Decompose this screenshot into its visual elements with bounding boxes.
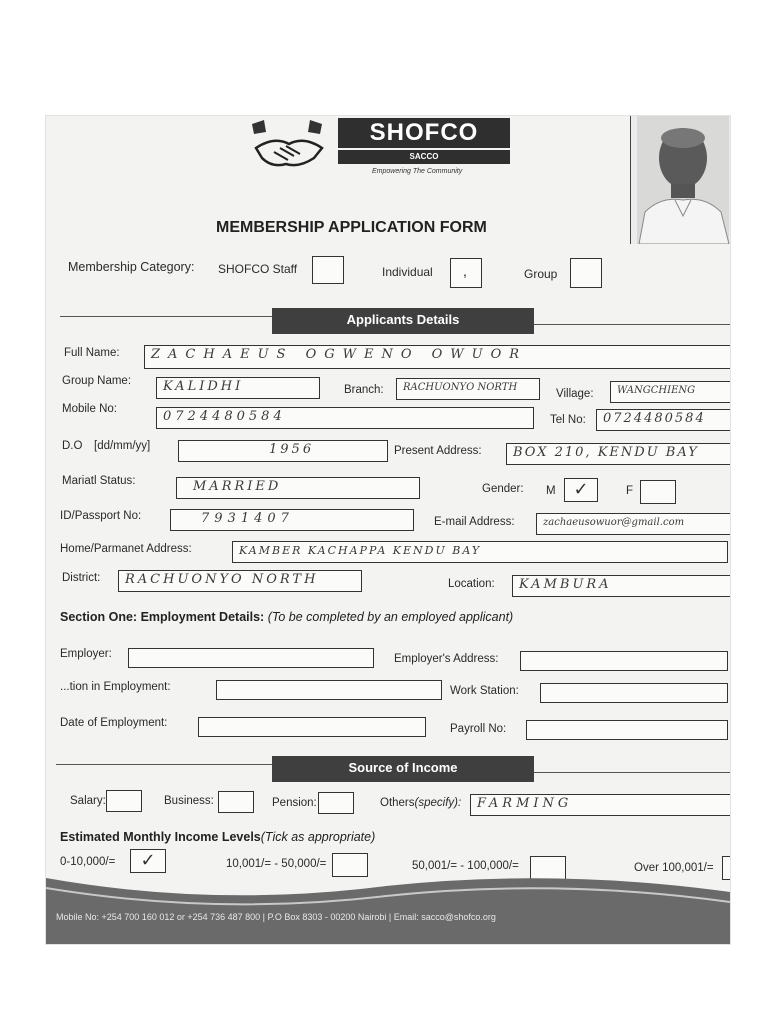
salary-label: Salary: bbox=[70, 795, 106, 807]
section-one-heading bbox=[60, 610, 513, 624]
income-banner: Source of Income bbox=[272, 756, 534, 782]
category-group-label: Group bbox=[524, 267, 558, 281]
employer-label: Employer: bbox=[60, 648, 112, 660]
category-individual-checkbox[interactable] bbox=[450, 258, 482, 288]
logo-tagline: Empowering The Community bbox=[372, 168, 463, 175]
employer-address-field[interactable] bbox=[520, 651, 728, 671]
level-2-label: 10,001/= - 50,000/= bbox=[226, 858, 327, 870]
location-field[interactable]: KAMBURA bbox=[512, 575, 730, 597]
level-1-tick: ✓ bbox=[140, 850, 156, 871]
logo-wordmark bbox=[338, 118, 510, 148]
income-rule-right bbox=[534, 772, 730, 773]
payroll-field[interactable] bbox=[526, 720, 728, 740]
level-3-label: 50,001/= - 100,000/= bbox=[412, 860, 519, 872]
pension-label: Pension: bbox=[272, 797, 317, 809]
tel-label: Tel No: bbox=[550, 414, 586, 426]
home-address-label: Home/Parmanet Address: bbox=[60, 543, 192, 555]
marital-status-label: Mariatl Status: bbox=[62, 475, 136, 487]
gender-m-checkbox[interactable] bbox=[564, 478, 598, 502]
present-address-label: Present Address: bbox=[394, 445, 482, 457]
handshake-icon bbox=[244, 118, 334, 174]
home-address-field[interactable]: KAMBER KACHAPPA KENDU BAY bbox=[232, 541, 728, 563]
business-checkbox[interactable] bbox=[218, 791, 254, 813]
logo-sub: SACCO bbox=[409, 152, 439, 161]
dob-format-label: [dd/mm/yy] bbox=[94, 440, 151, 452]
mobile-label: Mobile No: bbox=[62, 403, 117, 415]
income-levels-title: Estimated Monthly Income Levels bbox=[60, 830, 261, 844]
employment-date-label: Date of Employment: bbox=[60, 717, 168, 729]
gender-m-tick: ✓ bbox=[573, 479, 589, 500]
pension-checkbox[interactable] bbox=[318, 792, 354, 814]
applicants-banner: Applicants Details bbox=[272, 308, 534, 334]
branch-field[interactable]: RACHUONYO NORTH bbox=[396, 378, 540, 400]
branch-label: Branch: bbox=[344, 384, 384, 396]
payroll-label: Payroll No: bbox=[450, 723, 507, 735]
gender-f-checkbox[interactable] bbox=[640, 480, 676, 504]
gender-f-label: F bbox=[626, 485, 634, 497]
group-name-label: Group Name: bbox=[62, 375, 132, 387]
application-form bbox=[46, 116, 730, 944]
tel-field[interactable]: 0724480584 bbox=[596, 409, 730, 431]
id-passport-label: ID/Passport No: bbox=[60, 510, 142, 522]
others-text: Others bbox=[380, 797, 415, 809]
marital-status-field[interactable]: MARRIED bbox=[176, 477, 420, 499]
level-1-label: 0-10,000/= bbox=[60, 856, 116, 868]
income-levels-heading bbox=[60, 830, 375, 844]
category-staff-label: SHOFCO Staff bbox=[218, 262, 298, 276]
category-staff-checkbox[interactable] bbox=[312, 256, 344, 284]
employer-address-label: Employer's Address: bbox=[394, 653, 499, 665]
full-name-field[interactable]: ZACHAEUS OGWENO OWUOR bbox=[144, 345, 730, 369]
group-name-field[interactable]: KALIDHI bbox=[156, 377, 320, 399]
others-label bbox=[380, 797, 461, 809]
position-field[interactable] bbox=[216, 680, 442, 700]
work-station-label: Work Station: bbox=[450, 685, 519, 697]
email-label: E-mail Address: bbox=[434, 516, 515, 528]
footer-contact: Mobile No: +254 700 160 012 or +254 736 487 800 | P.O Box 8303 - 00200 Nairobi | Email: sacco@shofco.org bbox=[56, 912, 496, 922]
gender-label: Gender: bbox=[482, 483, 524, 495]
id-passport-field[interactable]: 7931407 bbox=[170, 509, 414, 531]
salary-checkbox[interactable] bbox=[106, 790, 142, 812]
applicant-photo bbox=[630, 116, 730, 244]
district-field[interactable]: RACHUONYO NORTH bbox=[118, 570, 362, 592]
full-name-label: Full Name: bbox=[64, 347, 120, 359]
employer-field[interactable] bbox=[128, 648, 374, 668]
applicants-rule-right bbox=[534, 324, 730, 325]
section-one-title: Section One: Employment Details: bbox=[60, 610, 265, 624]
position-label: ...tion in Employment: bbox=[60, 681, 171, 693]
present-address-field[interactable]: BOX 210, KENDU BAY bbox=[506, 443, 730, 465]
footer-wave bbox=[46, 868, 730, 944]
employment-date-field[interactable] bbox=[198, 717, 426, 737]
applicants-rule-left bbox=[60, 316, 272, 317]
level-4-label: Over 100,001/= bbox=[634, 862, 714, 874]
email-field[interactable]: zachaeusowuor@gmail.com bbox=[536, 513, 730, 535]
mobile-field[interactable]: 0724480584 bbox=[156, 407, 534, 429]
form-title: MEMBERSHIP APPLICATION FORM bbox=[216, 219, 487, 236]
others-specify-note: (specify): bbox=[414, 797, 462, 809]
village-label: Village: bbox=[556, 388, 594, 400]
category-label: Membership Category: bbox=[68, 260, 195, 274]
logo-sub-bar bbox=[338, 150, 510, 164]
village-field[interactable]: WANGCHIENG bbox=[610, 381, 730, 403]
income-levels-note: (Tick as appropriate) bbox=[260, 830, 376, 844]
gender-m-label: M bbox=[546, 485, 556, 497]
logo-name: SHOFCO bbox=[369, 119, 479, 146]
others-field[interactable]: FARMING bbox=[470, 794, 730, 816]
category-group-checkbox[interactable] bbox=[570, 258, 602, 288]
income-rule-left bbox=[56, 764, 272, 765]
section-one-note: (To be completed by an employed applicant) bbox=[267, 610, 514, 624]
district-label: District: bbox=[62, 572, 101, 584]
category-individual-mark: , bbox=[463, 263, 467, 279]
category-individual-label: Individual bbox=[382, 265, 433, 279]
dob-field[interactable]: 1956 bbox=[178, 440, 388, 462]
work-station-field[interactable] bbox=[540, 683, 728, 703]
dob-label: D.O bbox=[62, 440, 83, 452]
location-label: Location: bbox=[448, 578, 495, 590]
business-label: Business: bbox=[164, 795, 214, 807]
logo bbox=[244, 118, 514, 182]
